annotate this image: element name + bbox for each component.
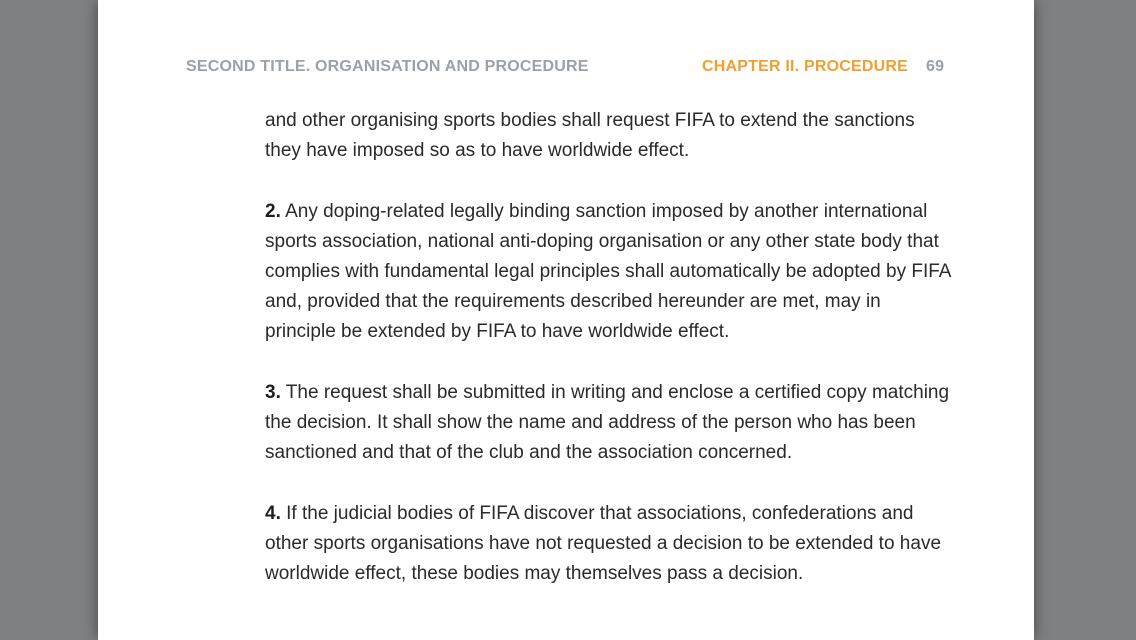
paragraph-number: 3. [265, 381, 281, 403]
paragraph-2 [265, 197, 955, 348]
paragraph-3 [265, 378, 955, 469]
paragraph-text: The request shall be submitted in writing and enclose a certified copy matching the decision. It shall show the name and address of the person who has been sanctioned and that of the club and the association concerned. [265, 381, 950, 464]
paragraph-number: 4. [265, 502, 281, 524]
running-header [186, 58, 946, 78]
paragraph-text: If the judicial bodies of FIFA discover that associations, confederations and other sports organisations have not requested a decision to be extended to have worldwide effect, these bodies may themselves pass a decision. [265, 502, 942, 584]
document-page[interactable] [98, 0, 1034, 640]
paragraph-text: and other organising sports bodies shall request FIFA to extend the sanctions they have imposed so as to have worldwide effect. [265, 110, 915, 162]
paragraph-text: Any doping-related legally binding sanction imposed by another international sports association, national anti-doping organisation or any other state body that complies with fundamental legal principles shall automatically be adopted by FIFA and, provided that the requirements described hereunder are met, may in principle be extended by FIFA to have worldwide effect. [265, 200, 951, 343]
chapter-title: CHAPTER II. PROCEDURE [702, 58, 908, 75]
paragraph-number: 2. [265, 200, 281, 222]
paragraph-4 [265, 499, 955, 590]
paragraph-continuation [265, 106, 955, 166]
section-title: SECOND TITLE. ORGANISATION AND PROCEDURE [186, 58, 589, 75]
page-body [265, 106, 955, 619]
page-number: 69 [926, 58, 945, 75]
